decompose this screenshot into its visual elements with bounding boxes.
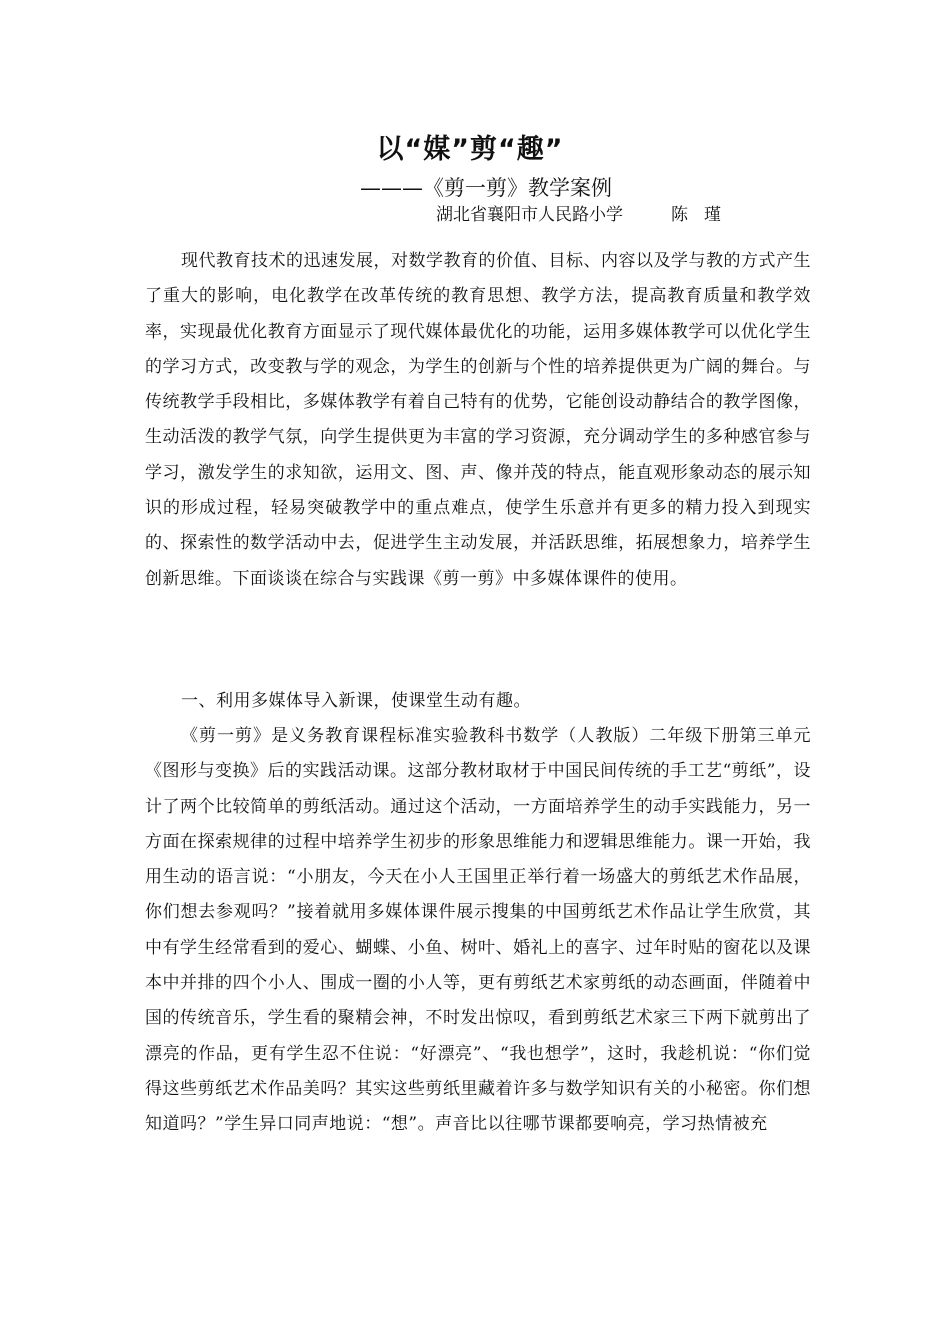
document-title: 以“媒”剪“趣” <box>376 134 564 165</box>
document-subtitle: ———《剪一剪》教学案例 <box>360 176 612 200</box>
intro-paragraph: 现代教育技术的迅速发展，对数学教育的价值、目标、内容以及学与教的方式产生了重大的影响，电化教学在改革传统的教育思想、教学方法，提高教育质量和教学效率，实现最优化教育方面显示了现代媒体最优化的功能，运用多媒体教学可以优化学生的学习方式，改变教与学的观念，为学生的创新与个性的培养提供更为广阔的舞台。与传统教学手段相比，多媒体教学有着自己特有的优势，它能创设动静结合的教学图像，生动活泼的教学气氛，向学生提供更为丰富的学习资源，充分调动学生的多种感官参与学习，激发学生的求知欲，运用文、图、声、像并茂的特点，能直观形象动态的展示知识的形成过程，轻易突破教学中的重点难点，使学生乐意并有更多的精力投入到现实的、探索性的数学活动中去，促进学生主动发展，并活跃思维，拓展想象力，培养学生创新思维。下面谈谈在综合与实践课《剪一剪》中多媒体课件的使用。 <box>145 251 811 589</box>
section-heading: 一、利用多媒体导入新课，使课堂生动有趣。 <box>181 691 531 711</box>
section-paragraph: 《剪一剪》是义务教育课程标准实验教科书数学（人教版）二年级下册第三单元《图形与变换》后的实践活动课。这部分教材取材于中国民间传统的手工艺“剪纸”，设计了两个比较简单的剪纸活动。通过这个活动，一方面培养学生的动手实践能力，另一方面在探索规律的过程中培养学生初步的形象思维能力和逻辑思维能力。课一开始，我用生动的语言说：“小朋友，今天在小人王国里正举行着一场盛大的剪纸艺术作品展，你们想去参观吗？”接着就用多媒体课件展示搜集的中国剪纸艺术作品让学生欣赏，其中有学生经常看到的爱心、蝴蝶、小鱼、树叶、婚礼上的喜字、过年时贴的窗花以及课本中并排的四个小人、围成一圈的小人等，更有剪纸艺术家剪纸的动态画面，伴随着中国的传统音乐，学生看的聚精会神，不时发出惊叹，看到剪纸艺术家三下两下就剪出了漂亮的作品，更有学生忍不住说：“好漂亮”、“我也想学”，这时，我趁机说：“你们觉得这些剪纸艺术作品美吗？其实这些剪纸里藏着许多与数学知识有关的小秘密。你们想知道吗？”学生异口同声地说：“想”。声音比以往哪节课都要响亮，学习热情被充 <box>145 726 811 1135</box>
author-name: 陈瑾 <box>671 205 737 225</box>
school-name: 湖北省襄阳市人民路小学 <box>436 205 623 225</box>
byline <box>436 203 737 227</box>
